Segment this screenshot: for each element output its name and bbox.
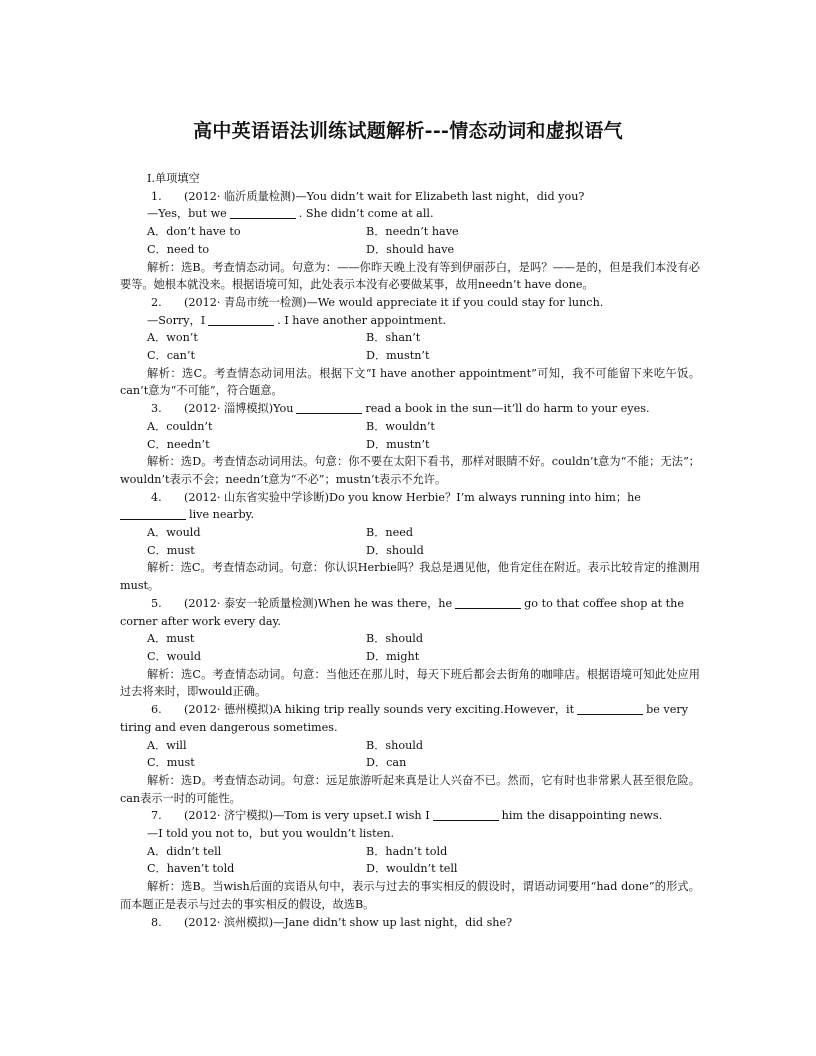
option-d: D．might [366,649,420,663]
answer-blank [120,507,186,520]
question-7 [120,807,700,913]
analysis-text: 解析：选B。考查情态动词。句意为：——你昨天晚上没有等到伊丽莎白，是吗？——是的，但是我们本没有必要等。她根本就没来。根据语境可知，此处表示本没有必要做某事，故用needn’t have done。 [120,260,700,292]
question-4 [120,489,700,595]
option-c: C．must [147,756,195,770]
question-reply-rest: . I have another appointment. [277,313,447,327]
answer-blank [230,206,296,219]
option-a: A．couldn’t [147,419,213,433]
option-a: A．won’t [147,331,198,345]
options-row [120,737,700,755]
question-number: 6. [151,703,162,717]
question-number: 4. [151,490,162,504]
question-3 [120,400,700,489]
question-stem: (2012· 山东省实验中学诊断)Do you know Herbie？I’m always running into him；he [184,490,641,504]
options-row [120,542,700,560]
options-row [120,860,700,878]
question-number: 7. [151,809,162,823]
options-row [120,329,700,347]
question-number: 5. [151,596,162,610]
question-stem-rest: live nearby. [189,508,255,522]
question-number: 2. [151,295,162,309]
question-stem: (2012· 济宁模拟)—Tom is very upset.I wish I [184,809,430,823]
question-stem-rest: him the disappointing news. [501,809,663,823]
options-row [120,524,700,542]
option-c: C．need to [147,242,210,256]
page-title: 高中英语语法训练试题解析---情态动词和虚拟语气 [193,120,623,142]
question-stem: (2012· 临沂质量检测)—You didn’t wait for Elizabeth last night，did you? [184,189,585,203]
analysis-text: 解析：选B。当wish后面的宾语从句中，表示与过去的事实相反的假设时，谓语动词要用“had done”的形式。而本题正是表示与过去的事实相反的假设，故选B。 [120,880,700,911]
question-5 [120,595,700,701]
section-label: Ⅰ.单项填空 [147,172,200,185]
question-stem-rest: read a book in the sun—it’ll do harm to your eyes. [365,402,650,416]
analysis-text: 解析：选D。考查情态动词用法。句意：你不要在太阳下看书，那样对眼睛不好。couldn’t意为“不能；无法”；wouldn’t表示不会；needn’t意为“不必”；mustn’t表示不允许。 [120,455,700,486]
option-d: D．wouldn’t tell [366,862,458,876]
analysis-text: 解析：选D。考查情态动词。句意：远足旅游听起来真是让人兴奋不已。然而，它有时也非常累人甚至很危险。can表示一时的可能性。 [120,773,700,805]
options-row [120,648,700,666]
option-b: B．shan’t [366,331,421,345]
answer-blank [455,596,521,609]
question-stem-continued: tiring and even dangerous sometimes. [120,720,338,734]
option-d: D．mustn’t [366,349,430,363]
option-a: A．would [147,526,201,540]
option-c: C．can’t [147,349,195,363]
question-reply: —Sorry，I [147,313,206,327]
question-stem: (2012· 滨州模拟)—Jane didn’t show up last night，did she? [184,915,513,929]
option-a: A．didn’t tell [147,844,222,858]
option-c: C．needn’t [147,437,210,451]
answer-blank [296,401,362,414]
question-stem: (2012· 青岛市统一检测)—We would appreciate it if you could stay for lunch. [184,295,604,309]
option-b: B．needn’t have [366,225,459,239]
question-number: 8. [151,915,162,929]
question-number: 1. [151,189,162,203]
question-number: 3. [151,402,162,416]
option-d: D．can [366,756,407,770]
option-d: D．should have [366,242,455,256]
question-stem: (2012· 淄博模拟)You [184,402,294,416]
option-c: C．must [147,543,195,557]
question-6 [120,701,700,807]
option-a: A．will [147,738,187,752]
options-row [120,436,700,454]
analysis-text: 解析：选C。考查情态动词用法。根据下文“I have another appointment”可知，我不可能留下来吃午饭。can’t意为“不可能”，符合题意。 [120,366,700,398]
options-row [120,418,700,436]
answer-blank [433,808,499,821]
option-a: A．must [147,632,195,646]
options-row [120,630,700,648]
option-b: B．should [366,632,424,646]
option-c: C．haven’t told [147,862,235,876]
option-b: B．should [366,738,424,752]
question-stem: (2012· 德州模拟)A hiking trip really sounds very exciting.However，it [184,703,575,717]
option-d: D．mustn’t [366,437,430,451]
question-reply: —I told you not to，but you wouldn’t listen. [147,827,394,841]
option-b: B．need [366,526,414,540]
question-1 [120,188,700,294]
question-stem-rest: go to that coffee shop at the [524,596,684,610]
exercise-content [120,170,700,931]
options-row [120,754,700,772]
question-stem: (2012· 泰安一轮质量检测)When he was there，he [184,596,453,610]
options-row [120,347,700,365]
option-d: D．should [366,543,424,557]
options-row [120,843,700,861]
option-c: C．would [147,649,202,663]
options-row [120,241,700,259]
answer-blank [577,702,643,715]
options-row [120,223,700,241]
option-b: B．wouldn’t [366,419,435,433]
question-8 [120,914,700,932]
option-a: A．don’t have to [147,225,241,239]
analysis-text: 解析：选C。考查情态动词。句意：你认识Herbie吗？我总是遇见他，他肯定住在附近。表示比较肯定的推测用must。 [120,561,700,593]
question-2 [120,294,700,400]
question-reply-rest: . She didn’t come at all. [298,207,434,221]
answer-blank [208,313,274,326]
question-stem-continued: corner after work every day. [120,614,281,628]
question-stem-rest: be very [646,703,689,717]
option-b: B．hadn’t told [366,844,448,858]
question-reply: —Yes，but we [147,207,227,221]
analysis-text: 解析：选C。考查情态动词。句意：当他还在那儿时，每天下班后都会去街角的咖啡店。根据语境可知此处应用过去将来时，即would正确。 [120,667,700,699]
